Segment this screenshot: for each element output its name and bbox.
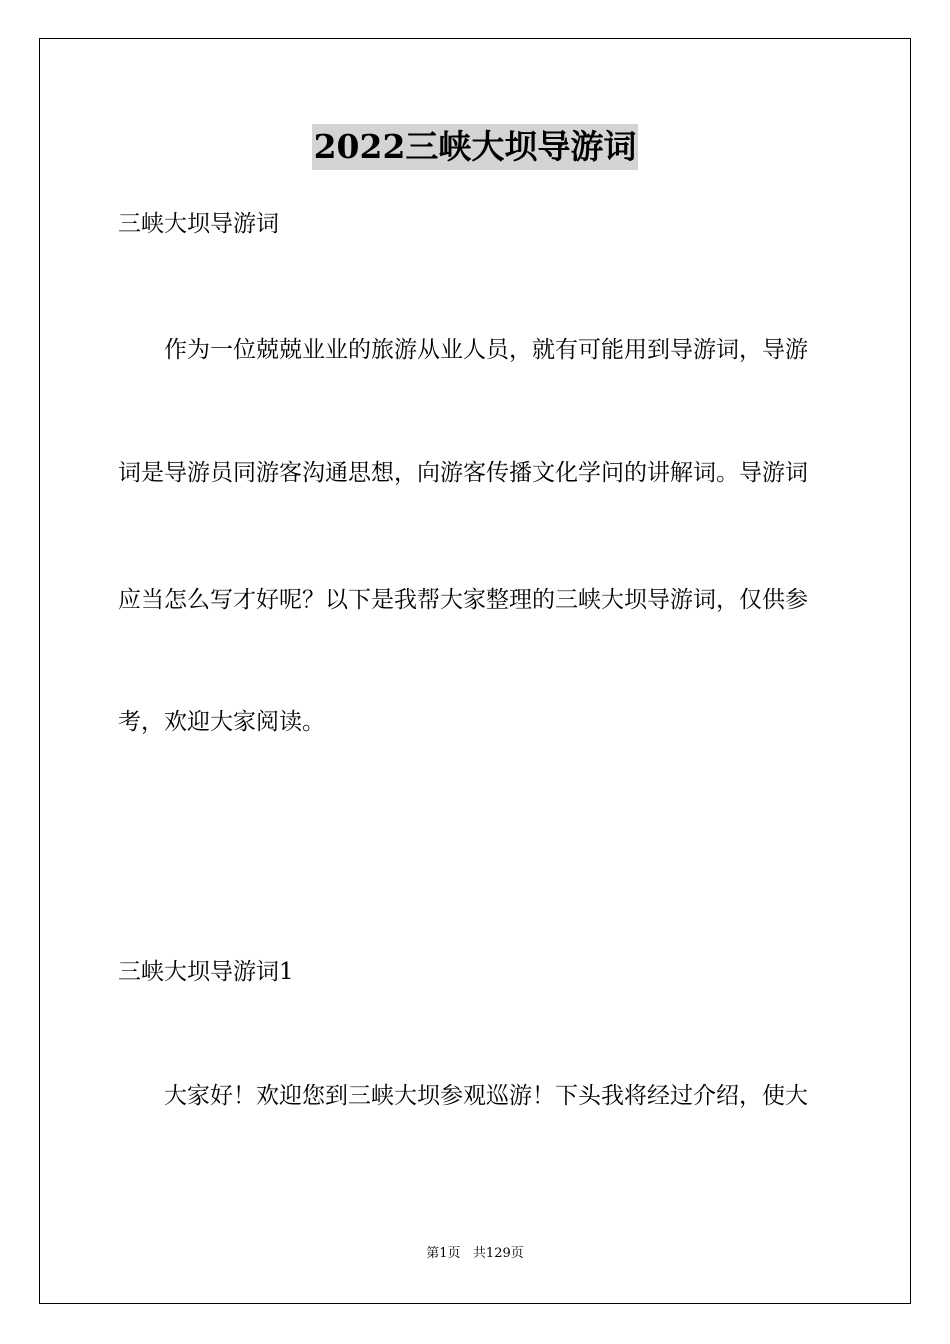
page-number: 第1页 — [426, 1246, 461, 1261]
intro-line-2: 词是导游员同游客沟通思想，向游客传播文化学问的讲解词。导游词 — [118, 460, 808, 486]
page-total: 共129页 — [472, 1246, 524, 1261]
intro-line-3: 应当怎么写才好呢？以下是我帮大家整理的三峡大坝导游词，仅供参 — [118, 587, 808, 613]
section-paragraph-line: 大家好！欢迎您到三峡大坝参观巡游！下头我将经过介绍，使大 — [118, 1083, 808, 1109]
intro-line-1 — [118, 335, 833, 365]
document-subtitle: 三峡大坝导游词 — [118, 211, 279, 237]
section-heading: 三峡大坝导游词1 — [118, 959, 294, 985]
intro-line-4: 考，欢迎大家阅读。 — [118, 709, 325, 735]
document-title: 2022三峡大坝导游词 — [312, 124, 639, 170]
page-footer — [0, 1244, 950, 1264]
title-container — [0, 124, 950, 170]
intro-line-text: 作为一位兢兢业业的旅游从业人员，就有可能用到导游词，导游 — [118, 337, 808, 363]
